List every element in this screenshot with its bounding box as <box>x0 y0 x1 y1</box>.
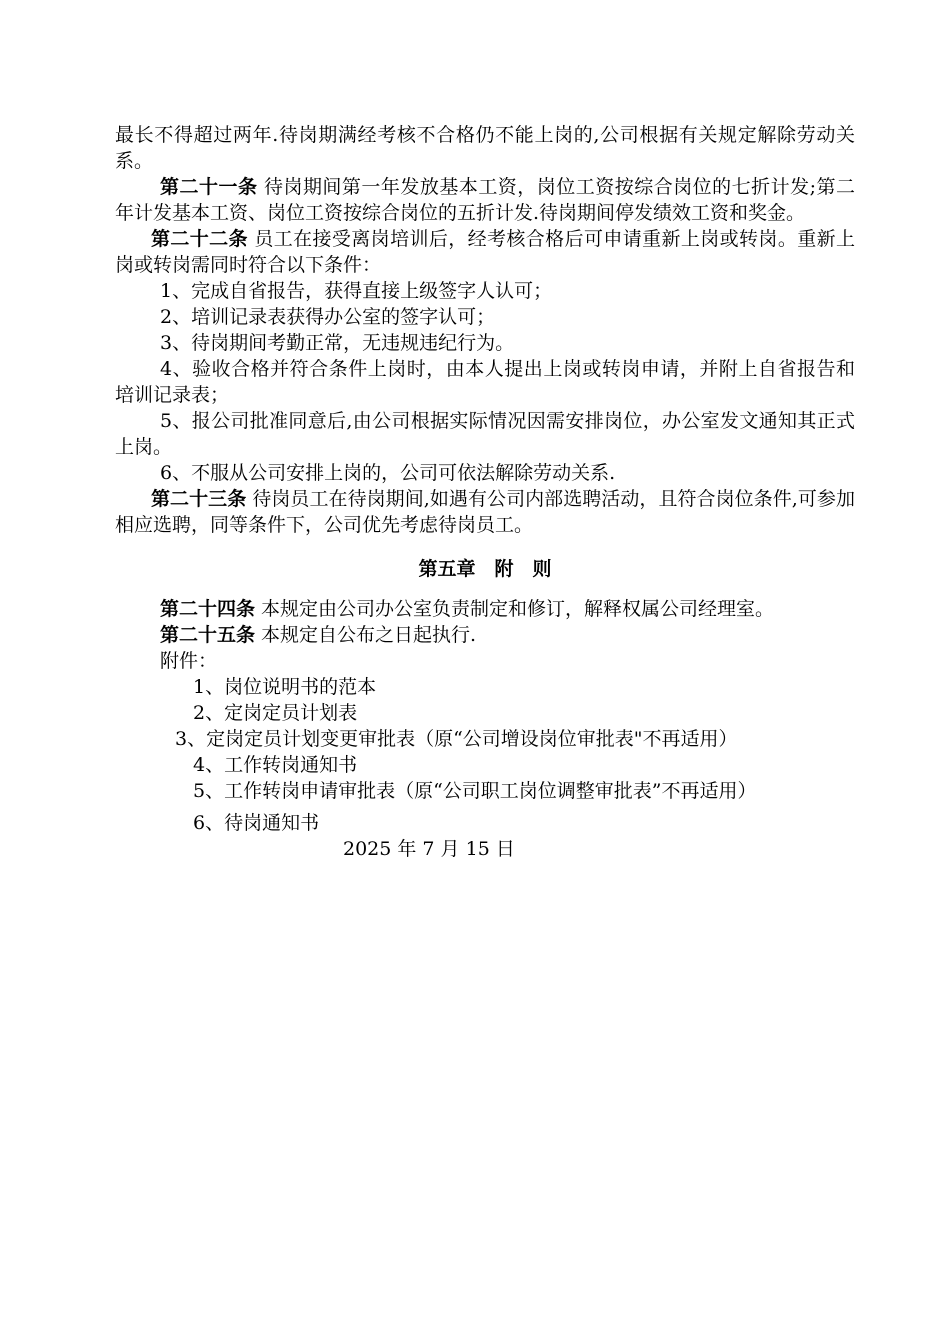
attachment-item-5: 5、工作转岗申请审批表（原“公司职工岗位调整审批表”不再适用） <box>193 780 757 802</box>
article-22-text: 员工在接受离岗培训后，经考核合格后可申请重新上岗或转岗。重新上岗或转岗需同时符合以下条件： <box>115 228 855 276</box>
attachment-item-6: 6、待岗通知书 <box>193 812 320 834</box>
article-25-label: 第二十五条 <box>160 624 256 646</box>
article-22-item-6: 6、不服从公司安排上岗的，公司可依法解除劳动关系. <box>160 462 616 484</box>
article-24-text: 本规定由公司办公室负责制定和修订，解释权属公司经理室。 <box>255 598 775 620</box>
article-21-text: 待岗期间第一年发放基本工资，岗位工资按综合岗位的七折计发;第二年计发基本工资、岗位工资按综合岗位的五折计发.待岗期间停发绩效工资和奖金。 <box>115 176 855 224</box>
chapter-5-heading: 第五章 附 则 <box>418 558 552 580</box>
attachment-item-2: 2、定岗定员计划表 <box>193 702 358 724</box>
article-23-label: 第二十三条 <box>151 488 247 510</box>
article-22-item-3: 3、待岗期间考勤正常，无违规违纪行为。 <box>160 332 515 354</box>
article-24 <box>115 596 855 622</box>
article-21 <box>115 174 855 226</box>
article-25-text: 本规定自公布之日起执行. <box>255 624 477 646</box>
article-22 <box>115 226 855 278</box>
attachment-item-3: 3、定岗定员计划变更审批表（原“公司增设岗位审批表"不再适用） <box>175 728 738 750</box>
article-22-item-5: 5、报公司批准同意后,由公司根据实际情况因需安排岗位，办公室发文通知其正式上岗。 <box>115 410 855 458</box>
attachment-item-4: 4、工作转岗通知书 <box>193 754 358 776</box>
article-25 <box>115 622 855 648</box>
article-22-item-2: 2、培训记录表获得办公室的签字认可； <box>160 306 496 328</box>
article-23 <box>115 486 855 538</box>
document-date: 2025 年 7 月 15 日 <box>343 838 515 860</box>
article-24-label: 第二十四条 <box>160 598 256 620</box>
document-body <box>115 122 855 862</box>
article-21-label: 第二十一条 <box>160 176 258 198</box>
paragraph-intro: 最长不得超过两年.待岗期满经考核不合格仍不能上岗的,公司根据有关规定解除劳动关系。 <box>115 124 855 172</box>
article-23-text: 待岗员工在待岗期间,如遇有公司内部选聘活动，且符合岗位条件,可参加相应选聘，同等条件下，公司优先考虑待岗员工。 <box>115 488 855 536</box>
article-22-item-4: 4、验收合格并符合条件上岗时，由本人提出上岗或转岗申请，并附上自省报告和培训记录表； <box>115 358 855 406</box>
article-22-item-1: 1、完成自省报告，获得直接上级签字人认可； <box>160 280 553 302</box>
article-22-label: 第二十二条 <box>151 228 248 250</box>
attachment-item-1: 1、岗位说明书的范本 <box>193 676 377 698</box>
attachments-label: 附件： <box>160 650 218 672</box>
